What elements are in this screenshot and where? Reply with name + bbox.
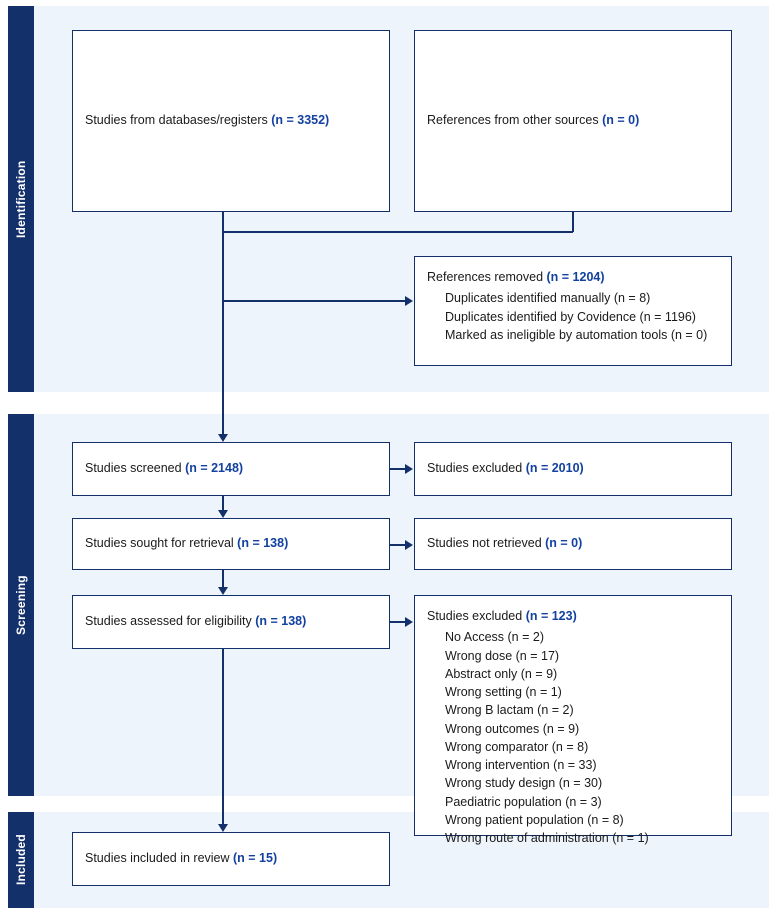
box-references-removed-text [427, 269, 707, 344]
list-item: Wrong intervention (n = 33) [445, 758, 597, 772]
box-references-removed [414, 256, 732, 366]
box-studies-assessed-eligibility-count: (n = 138) [255, 614, 307, 629]
box-studies-screened-text [85, 460, 243, 477]
list-item: Wrong route of administration (n = 1) [445, 831, 649, 845]
excluded-reasons-list [427, 628, 649, 847]
list-item: Wrong study design (n = 30) [445, 776, 603, 791]
box-studies-assessed-eligibility-text [85, 613, 306, 630]
connector-databases-down [222, 212, 224, 232]
arrow-to-studies-included [218, 824, 228, 832]
stage-label-identification-text: Identification [14, 160, 28, 238]
box-studies-excluded-eligibility-label: Studies excluded [427, 609, 526, 623]
box-studies-screened-count: (n = 2148) [185, 461, 244, 476]
box-studies-excluded-screened-label: Studies excluded [427, 461, 526, 476]
connector-screened-to-sought [222, 496, 224, 510]
box-studies-included-count: (n = 15) [233, 851, 278, 866]
connector-assessed-to-excluded [390, 621, 406, 623]
box-studies-screened [72, 442, 390, 496]
box-studies-assessed-eligibility [72, 595, 390, 649]
box-references-other-sources-label: References from other sources [427, 113, 603, 128]
stage-label-screening-text: Screening [14, 575, 28, 635]
connector-trunk-down [222, 231, 224, 434]
list-item: Duplicates identified manually (n = 8) [445, 291, 651, 306]
box-studies-from-databases [72, 30, 390, 212]
connector-to-references-removed [222, 300, 406, 302]
box-references-other-sources-text [427, 112, 639, 129]
box-studies-sought-retrieval-count: (n = 138) [237, 536, 289, 551]
box-studies-not-retrieved-label: Studies not retrieved [427, 536, 546, 551]
list-item: No Access (n = 2) [445, 630, 544, 645]
box-studies-not-retrieved-text [427, 535, 582, 552]
list-item: Wrong dose (n = 17) [445, 648, 560, 663]
box-studies-excluded-screened-count: (n = 2010) [525, 461, 584, 476]
list-item: Wrong B lactam (n = 2) [445, 703, 574, 718]
arrow-to-studies-sought-retrieval [218, 510, 228, 518]
box-studies-excluded-screened-text [427, 460, 584, 477]
box-references-other-sources-count: (n = 0) [602, 113, 640, 128]
box-studies-excluded-eligibility [414, 595, 732, 845]
list-item: Duplicates identified by Covidence (n = 1196) [445, 309, 696, 324]
box-references-removed-label: References removed [427, 270, 547, 284]
connector-merge-bus [222, 231, 573, 233]
arrow-to-studies-assessed [218, 587, 228, 595]
box-studies-excluded-screened [414, 442, 732, 496]
stage-label-screening [8, 414, 34, 796]
arrow-to-studies-not-retrieved [405, 540, 413, 550]
box-references-other-sources [414, 30, 732, 212]
connector-assessed-to-included [222, 649, 224, 824]
box-studies-included [72, 832, 390, 886]
list-item: Abstract only (n = 9) [445, 666, 558, 681]
box-studies-not-retrieved [414, 518, 732, 570]
references-removed-list [427, 289, 707, 344]
box-studies-sought-retrieval-text [85, 535, 288, 552]
stage-label-included [8, 812, 34, 908]
arrow-to-studies-excluded-eligibility [405, 617, 413, 627]
connector-sought-to-assessed [222, 570, 224, 587]
connector-other-sources-down [572, 212, 574, 232]
box-studies-from-databases-count: (n = 3352) [271, 113, 330, 128]
arrow-to-studies-excluded-screened [405, 464, 413, 474]
box-studies-not-retrieved-count: (n = 0) [545, 536, 583, 551]
box-studies-from-databases-text [85, 112, 329, 129]
box-studies-from-databases-label: Studies from databases/registers [85, 113, 272, 128]
box-references-removed-count: (n = 1204) [546, 270, 605, 284]
box-studies-screened-label: Studies screened [85, 461, 186, 476]
box-studies-excluded-eligibility-text [427, 608, 649, 847]
list-item: Paediatric population (n = 3) [445, 794, 602, 809]
box-studies-sought-retrieval [72, 518, 390, 570]
list-item: Marked as ineligible by automation tools (n = 0) [445, 327, 708, 342]
list-item: Wrong setting (n = 1) [445, 685, 562, 699]
stage-label-identification [8, 6, 34, 392]
list-item: Wrong comparator (n = 8) [445, 739, 589, 754]
connector-screened-to-excluded [390, 468, 406, 470]
box-studies-included-text [85, 850, 277, 867]
stage-label-included-text: Included [14, 834, 28, 886]
box-studies-excluded-eligibility-count: (n = 123) [525, 609, 577, 623]
connector-sought-to-not-retrieved [390, 544, 406, 546]
arrow-to-studies-screened [218, 434, 228, 442]
box-studies-sought-retrieval-label: Studies sought for retrieval [85, 536, 238, 551]
list-item: Wrong outcomes (n = 9) [445, 721, 580, 736]
box-studies-assessed-eligibility-label: Studies assessed for eligibility [85, 614, 256, 629]
list-item: Wrong patient population (n = 8) [445, 812, 624, 827]
arrow-to-references-removed [405, 296, 413, 306]
box-studies-included-label: Studies included in review [85, 851, 233, 866]
